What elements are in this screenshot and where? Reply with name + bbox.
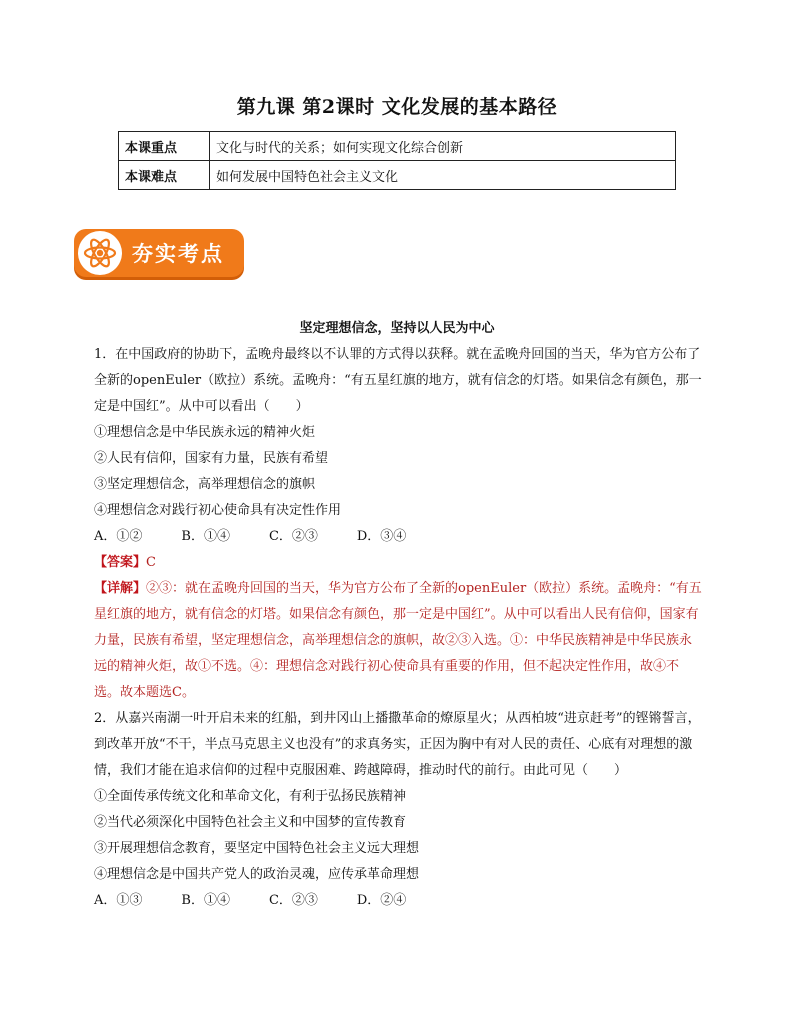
explanation-label: 【详解】	[94, 581, 147, 596]
answer-options: A．①② B．①④ C．②③ D．③④	[94, 529, 407, 544]
question-content	[94, 342, 704, 914]
answer-value: C	[146, 555, 156, 570]
answer-options: A．①③ B．①④ C．②③ D．②④	[94, 893, 407, 908]
choice-item: ④理想信念是中国共产党人的政治灵魂，应传承革命理想	[94, 867, 420, 882]
table-cell-key: 本课难点	[119, 161, 210, 190]
explanation-text: ②③：就在孟晚舟回国的当天，华为官方公布了全新的openEuler（欧拉）系统。孟晚舟：“有五星红旗的地方，就有信念的灯塔。如果信念有颜色，那一定是中国红”。从中可以看出人民有信仰，国家有力量，民族有希望，坚定理想信念，高举理想信念的旗帜，故②③入选。①：中华民族精神是中华民族永远的精神火炬，故①不选。④：理想信念对践行初心使命具有重要的作用，但不起决定性作用，故④不选。故本题选C。	[94, 581, 702, 700]
section-badge	[74, 229, 244, 277]
table-cell-value: 如何发展中国特色社会主义文化	[210, 161, 676, 190]
choice-item: ②当代必须深化中国特色社会主义和中国梦的宣传教育	[94, 815, 407, 830]
question-stem: 2．从嘉兴南湖一叶开启未来的红船，到井冈山上播撒革命的燎原星火；从西柏坡“进京赶考”的铿锵誓言，到改革开放“不干，半点马克思主义也没有”的求真务实，正因为胸中有对人民的责任、心底有对理想的激情，我们才能在追求信仰的过程中克服困难、跨越障碍，推动时代的前行。由此可见（ ）	[94, 711, 701, 778]
choice-item: ②人民有信仰，国家有力量，民族有希望	[94, 451, 329, 466]
atom-icon	[82, 235, 118, 271]
choice-item: ④理想信念对践行初心使命具有决定性作用	[94, 503, 342, 518]
table-cell-value: 文化与时代的关系；如何实现文化综合创新	[210, 132, 676, 161]
lesson-info-table	[118, 131, 676, 190]
answer-line	[94, 550, 704, 576]
badge-label: 夯实考点	[132, 241, 224, 266]
page-title: 第九课 第2课时 文化发展的基本路径	[236, 96, 558, 118]
choice-item: ③开展理想信念教育，要坚定中国特色社会主义远大理想	[94, 841, 420, 856]
question-1	[94, 342, 704, 706]
choice-item: ③坚定理想信念，高举理想信念的旗帜	[94, 477, 316, 492]
table-row	[119, 132, 676, 161]
explanation	[94, 576, 704, 706]
section-heading: 坚定理想信念，坚持以人民为中心	[299, 321, 495, 336]
choice-item: ①理想信念是中华民族永远的精神火炬	[94, 425, 316, 440]
question-stem: 1．在中国政府的协助下，孟晚舟最终以不认罪的方式得以获释。就在孟晚舟回国的当天，华为官方公布了全新的openEuler（欧拉）系统。孟晚舟：“有五星红旗的地方，就有信念的灯塔。如果信念有颜色，那一定是中国红”。从中可以看出（ ）	[94, 347, 702, 414]
answer-label: 【答案】	[94, 555, 147, 570]
table-cell-key: 本课重点	[119, 132, 210, 161]
choice-item: ①全面传承传统文化和革命文化，有利于弘扬民族精神	[94, 789, 407, 804]
badge-icon-circle	[78, 231, 122, 275]
question-2	[94, 706, 704, 914]
table-row	[119, 161, 676, 190]
